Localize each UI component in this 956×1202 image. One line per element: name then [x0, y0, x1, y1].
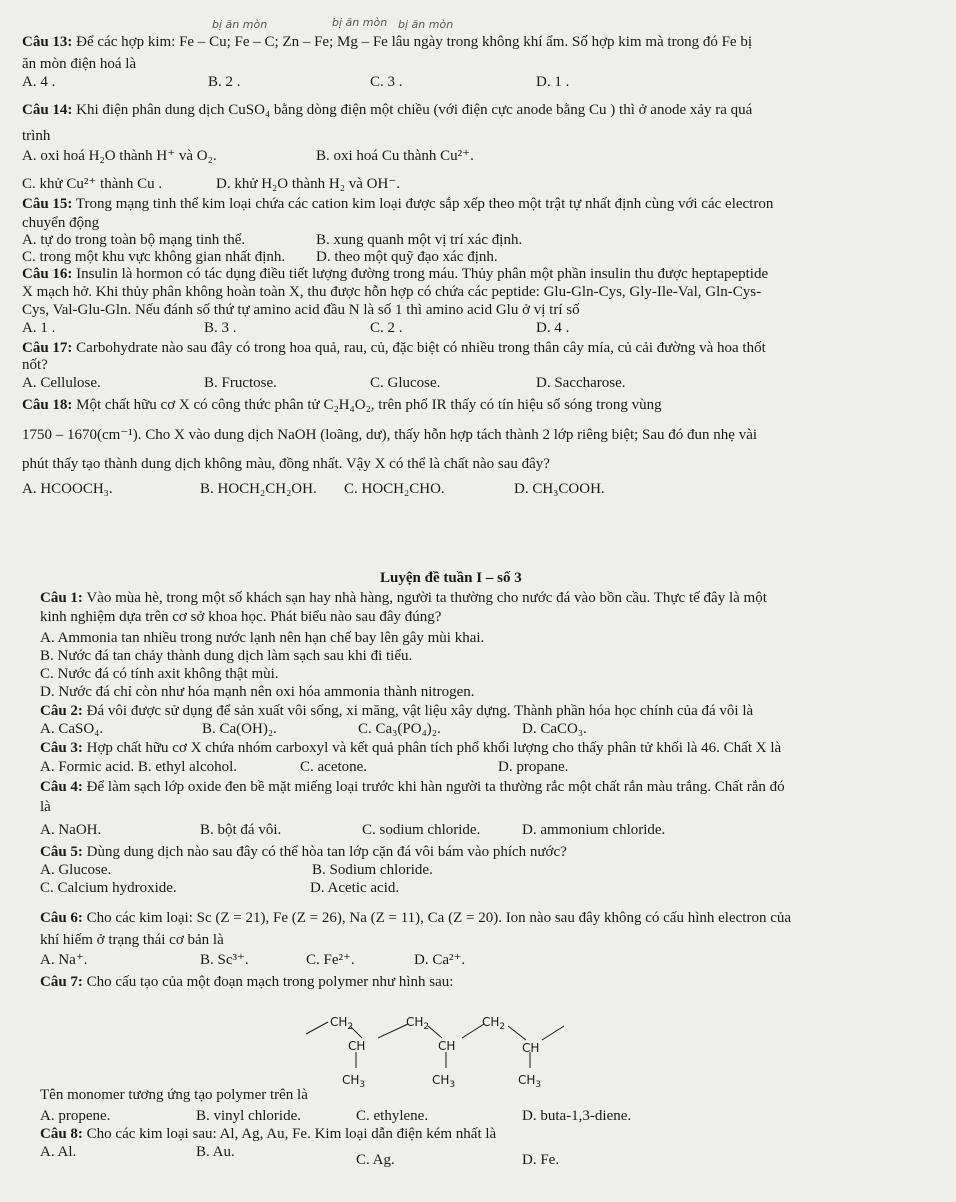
text-line-l41: khí hiếm ở trạng thái cơ bản là [40, 932, 224, 948]
text-line-l15b: B. 3 . [204, 320, 237, 336]
text-line-l44: Tên monomer tương ứng tạo polymer trên là [40, 1087, 308, 1103]
text-line-l4: Câu 14: Khi điện phân dung dịch CuSO₄ bằng dòng điện một chiều (với điện cực anode bằng Cu ) thì ở anode xảy ra quá [22, 102, 753, 118]
ch2-label-2: $CH_2$ [406, 1015, 430, 1032]
ch-label-1: CH [348, 1039, 366, 1053]
text-line-l38a: A. Glucose. [40, 862, 112, 878]
text-line-l28: C. Nước đá có tính axit không thật mùi. [40, 666, 279, 682]
text-line-l14: Cys, Val-Glu-Gln. Nếu đánh số thứ tự amino acid đầu N là số 1 thì amino acid Glu ở vị trí số [22, 302, 580, 318]
text-line-l6a: A. oxi hoá H₂O thành H⁺ và O₂. [22, 148, 217, 164]
text-line-l47a: A. Al. [40, 1144, 77, 1160]
text-line-l10b: B. xung quanh một vị trí xác định. [316, 232, 523, 248]
text-line-l1: Câu 13: Để các hợp kim: Fe – Cu; Fe – C; Zn – Fe; Mg – Fe lâu ngày trong không khí ẩm. Số hợp kim mà trong đó Fe bị [22, 34, 752, 50]
text-line-l47b: B. Au. [196, 1144, 235, 1160]
text-line-l6b: B. oxi hoá Cu thành Cu²⁺. [316, 148, 474, 164]
text-line-l39a: C. Calcium hydroxide. [40, 880, 177, 896]
ch2-label-1: $CH_2$ [330, 1015, 354, 1032]
text-line-l21: phút thấy tạo thành dung dịch không màu, đồng nhất. Vậy X có thể là chất nào sau đây? [22, 456, 550, 472]
ch3-label-3: $CH_3$ [518, 1073, 542, 1090]
text-line-l46: Câu 8: Cho các kim loại sau: Al, Ag, Au, Fe. Kim loại dẫn điện kém nhất là [40, 1126, 497, 1142]
text-line-l45a: A. propene. [40, 1108, 111, 1124]
text-line-l22d: D. CH₃COOH. [514, 481, 605, 497]
text-line-l15d: D. 4 . [536, 320, 570, 336]
ch3-label-1: $CH_3$ [342, 1073, 366, 1090]
text-line-l22a: A. HCOOCH₃. [22, 481, 113, 497]
text-line-l36a: A. NaOH. [40, 822, 102, 838]
text-line-l43: Câu 7: Cho cấu tạo của một đoạn mạch trong polymer như hình sau: [40, 974, 454, 990]
text-line-l18b: B. Fructose. [204, 375, 277, 391]
text-line-l42b: B. Sc³⁺. [200, 952, 249, 968]
polymer-structure-diagram [300, 1012, 590, 1098]
text-line-l20: 1750 – 1670(cm⁻¹). Cho X vào dung dịch NaOH (loãng, dư), thấy hỗn hợp tách thành 2 lớp riêng biệt; Sau đó đun nhẹ vài [22, 427, 758, 443]
text-line-l11a: C. trong một khu vực không gian nhất định. [22, 249, 286, 265]
text-line-l33c: C. acetone. [300, 759, 368, 775]
text-line-l15a: A. 1 . [22, 320, 56, 336]
text-line-l42a: A. Na⁺. [40, 952, 88, 968]
text-line-l22c: C. HOCH₂CHO. [344, 481, 445, 497]
text-line-l30: Câu 2: Đá vôi được sử dụng để sản xuất vôi sống, xi măng, vật liệu xây dựng. Thành phần hóa học chính của đá vôi là [40, 703, 754, 719]
ch3-label-2: $CH_3$ [432, 1073, 456, 1090]
text-line-l10a: A. tự do trong toàn bộ mạng tinh thể. [22, 232, 246, 248]
text-line-l31d: D. CaCO₃. [522, 721, 587, 737]
text-line-l31b: B. Ca(OH)₂. [202, 721, 277, 737]
text-line-l42d: D. Ca²⁺. [414, 952, 466, 968]
text-line-l45d: D. buta-1,3-diene. [522, 1108, 632, 1124]
text-line-l18d: D. Saccharose. [536, 375, 626, 391]
text-line-l11b: D. theo một quỹ đạo xác định. [316, 249, 498, 265]
text-line-l45c: C. ethylene. [356, 1108, 429, 1124]
text-line-l18c: C. Glucose. [370, 375, 441, 391]
text-line-l9: chuyển động [22, 215, 100, 231]
text-line-l45b: B. vinyl chloride. [196, 1108, 301, 1124]
text-line-l16: Câu 17: Carbohydrate nào sau đây có trong hoa quả, rau, củ, đặc biệt có nhiều trong thân cây mía, củ cải đường và hoa thốt [22, 340, 766, 356]
text-line-l42c: C. Fe²⁺. [306, 952, 355, 968]
text-line-l37: Câu 5: Dùng dung dịch nào sau đây có thể hòa tan lớp cặn đá vôi bám vào phích nước? [40, 844, 567, 860]
text-line-l25: kinh nghiệm dựa trên cơ sở khoa học. Phát biểu nào sau đây đúng? [40, 609, 442, 625]
text-line-l32: Câu 3: Hợp chất hữu cơ X chứa nhóm carboxyl và kết quả phân tích phổ khối lượng cho thấy phân tử khối là 46. Chất X là [40, 740, 782, 756]
text-line-l18a: A. Cellulose. [22, 375, 101, 391]
text-line-l35: là [40, 799, 51, 815]
text-line-l29: D. Nước đá chỉ còn như hóa mạnh nên oxi hóa ammonia thành nitrogen. [40, 684, 475, 700]
handwritten-note-2: bị ăn mòn [332, 16, 388, 29]
text-line-l3b: B. 2 . [208, 74, 241, 90]
text-line-l36c: C. sodium chloride. [362, 822, 481, 838]
text-line-l31a: A. CaSO₄. [40, 721, 104, 737]
text-line-l8: Câu 15: Trong mạng tinh thể kim loại chứa các cation kim loại được sắp xếp theo một trật tự nhất định cùng với các electron [22, 196, 774, 212]
text-line-l27: B. Nước đá tan chảy thành dung dịch làm sạch sau khi đi tiểu. [40, 648, 413, 664]
handwritten-note-3: bị ăn mòn [398, 18, 454, 31]
ch-label-3: CH [522, 1041, 540, 1055]
text-line-l47c: C. Ag. [356, 1152, 395, 1168]
text-line-l26: A. Ammonia tan nhiều trong nước lạnh nên hạn chế bay lên gây mùi khai. [40, 630, 485, 646]
section-title: Luyện đề tuần I – số 3 [380, 570, 522, 586]
text-line-l47d: D. Fe. [522, 1152, 560, 1168]
text-line-l38b: B. Sodium chloride. [312, 862, 433, 878]
text-line-l17: nốt? [22, 357, 48, 373]
text-line-l7a: C. khử Cu²⁺ thành Cu . [22, 176, 163, 192]
text-line-l13: X mạch hở. Khi thủy phân không hoàn toàn X, thu được hỗn hợp có chứa các peptide: Glu-Gln-Cys, Gly-Ile-Val, Gln-Cys- [22, 284, 762, 300]
text-line-l3c: C. 3 . [370, 74, 403, 90]
text-line-l36d: D. ammonium chloride. [522, 822, 666, 838]
text-line-l33a: A. Formic acid. B. ethyl alcohol. [40, 759, 238, 775]
text-line-l5: trình [22, 128, 51, 144]
text-line-l12: Câu 16: Insulin là hormon có tác dụng điều tiết lượng đường trong máu. Thủy phân một phần insulin thu được heptapeptide [22, 266, 769, 282]
text-line-l31c: C. Ca₃(PO₄)₂. [358, 721, 441, 737]
ch-label-2: CH [438, 1039, 456, 1053]
text-line-l33d: D. propane. [498, 759, 569, 775]
text-line-l24: Câu 1: Vào mùa hè, trong một số khách sạn hay nhà hàng, người ta thường cho nước đá vào bồn cầu. Thực tế đây là một [40, 590, 767, 606]
text-line-l19: Câu 18: Một chất hữu cơ X có công thức phân tử C₂H₄O₂, trên phổ IR thấy có tín hiệu số sóng trong vùng [22, 397, 662, 413]
text-line-l34: Câu 4: Để làm sạch lớp oxide đen bề mặt miếng loại trước khi hàn người ta thường rắc một chất rắn màu trắng. Chất rắn đó [40, 779, 785, 795]
text-line-l3d: D. 1 . [536, 74, 570, 90]
text-line-l3: A. 4 . [22, 74, 56, 90]
text-line-l15c: C. 2 . [370, 320, 403, 336]
text-line-l2: ăn mòn điện hoá là [22, 56, 137, 72]
text-line-l39b: D. Acetic acid. [310, 880, 400, 896]
text-line-l7b: D. khử H₂O thành H₂ và OH⁻. [216, 176, 400, 192]
text-line-l40: Câu 6: Cho các kim loại: Sc (Z = 21), Fe (Z = 26), Na (Z = 11), Ca (Z = 20). Ion nào sau đây không có cấu hình electron của [40, 910, 792, 926]
handwritten-note-1: bị ăn mòn [212, 18, 268, 31]
text-line-l36b: B. bột đá vôi. [200, 822, 282, 838]
text-line-l22b: B. HOCH₂CH₂OH. [200, 481, 317, 497]
ch2-label-3: $CH_2$ [482, 1015, 506, 1032]
